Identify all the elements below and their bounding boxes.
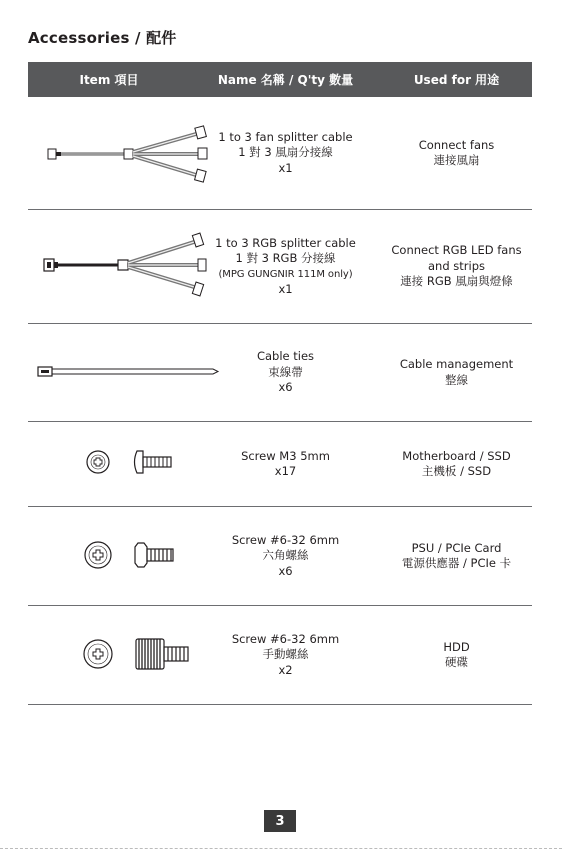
- used-for-cell: [381, 243, 532, 290]
- quantity: x17: [274, 464, 297, 478]
- table-row: [28, 324, 532, 422]
- table-row: [28, 210, 532, 324]
- page-title: Accessories / 配件: [28, 29, 177, 47]
- table-row: [28, 507, 532, 606]
- table-row: [28, 97, 532, 210]
- used-for-zh: 電源供應器 / PCIe 卡: [401, 556, 512, 570]
- cable-tie-icon: [28, 324, 190, 421]
- used-for-en: Connect RGB LED fans: [391, 243, 522, 258]
- used-for-en: Motherboard / SSD: [402, 448, 511, 463]
- used-for-en: PSU / PCIe Card: [411, 540, 502, 555]
- screw-6-32-icon: [28, 507, 190, 605]
- used-for-zh: 連接 RGB 風扇與燈條: [400, 274, 513, 289]
- used-for-cell: [381, 449, 532, 480]
- used-for-en: Connect fans: [418, 137, 495, 152]
- header-item: Item 項目: [79, 73, 139, 87]
- page-number: 3: [264, 810, 296, 832]
- quantity: x6: [278, 380, 293, 395]
- fan-splitter-cable-icon: [28, 97, 190, 209]
- used-for-en: Cable management: [399, 357, 514, 371]
- model-note: (MPG GUNGNIR 111M only): [218, 268, 353, 280]
- quantity: x6: [278, 563, 293, 578]
- name-cell: [190, 449, 381, 480]
- name-en: Cable ties: [256, 349, 315, 364]
- name-cell: [190, 236, 381, 298]
- used-for-cell: [381, 357, 532, 388]
- name-en: 1 to 3 RGB splitter cable: [215, 235, 356, 250]
- used-for-zh: 連接風扇: [433, 153, 480, 167]
- name-zh: 1 對 3 RGB 分接線: [235, 251, 336, 265]
- used-for-zh: 整線: [445, 372, 468, 387]
- name-en: Screw M3 5mm: [241, 448, 330, 463]
- quantity: x1: [278, 160, 293, 175]
- name-zh: 手動螺絲: [262, 647, 309, 662]
- quantity: x1: [278, 282, 293, 296]
- used-for-en-cont: and strips: [427, 258, 485, 273]
- used-for-zh: 主機板 / SSD: [421, 464, 492, 478]
- name-zh: 六角螺絲: [262, 548, 309, 563]
- header-used-for: Used for 用途: [413, 73, 500, 87]
- name-cell: [190, 130, 381, 177]
- table-row: [28, 422, 532, 507]
- footer-divider: [0, 848, 562, 850]
- used-for-cell: [381, 138, 532, 169]
- name-en: 1 to 3 fan splitter cable: [218, 129, 353, 144]
- name-cell: [190, 533, 381, 580]
- name-zh: 1 對 3 風扇分接線: [238, 145, 333, 160]
- used-for-cell: [381, 640, 532, 671]
- name-cell: [190, 349, 381, 396]
- screw-m3-icon: [28, 422, 190, 506]
- header-name-qty: Name 名稱 / Q'ty 數量: [217, 73, 354, 87]
- table-header: [28, 62, 532, 97]
- used-for-zh: 硬碟: [445, 655, 468, 669]
- used-for-cell: [381, 541, 532, 572]
- name-en: Screw #6-32 6mm: [231, 631, 340, 646]
- name-en: Screw #6-32 6mm: [231, 532, 340, 547]
- used-for-en: HDD: [443, 639, 470, 654]
- quantity: x2: [278, 662, 293, 677]
- thumb-screw-icon: [28, 606, 190, 704]
- table-row: [28, 606, 532, 705]
- rgb-splitter-cable-icon: [28, 210, 190, 323]
- name-zh: 束線帶: [268, 364, 303, 379]
- name-cell: [190, 632, 381, 679]
- accessories-table: [28, 62, 532, 705]
